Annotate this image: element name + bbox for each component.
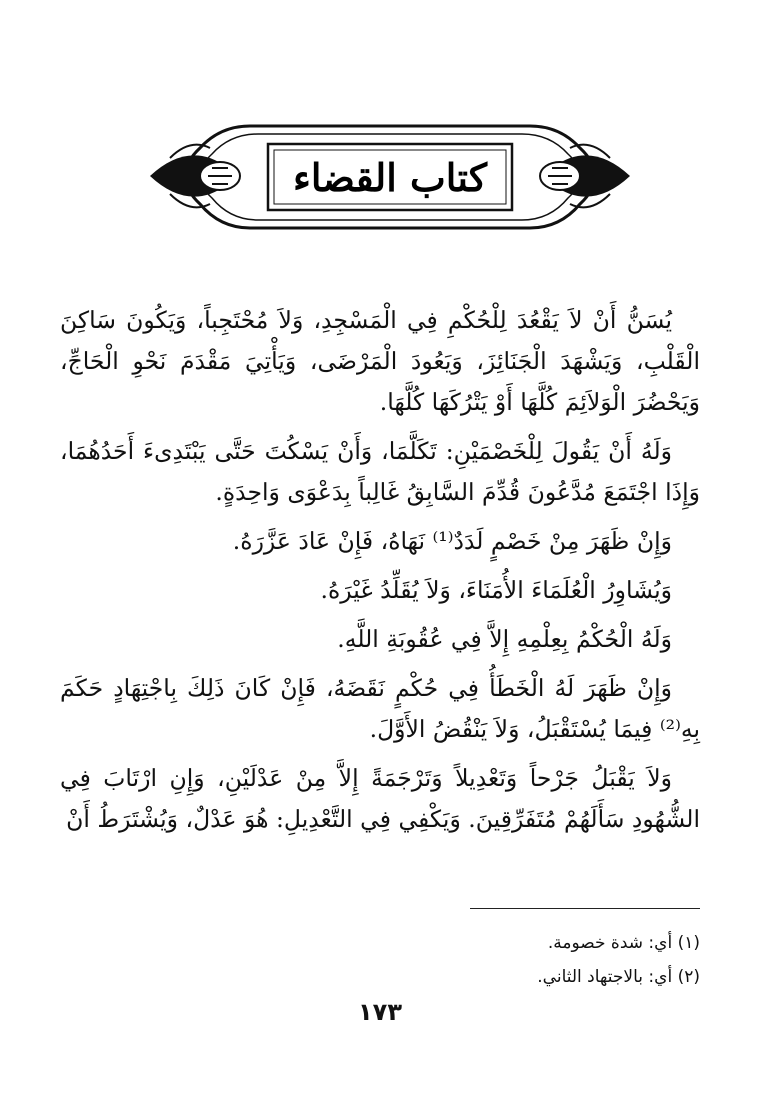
paragraph: يُسَنُّ أَنْ لاَ يَقْعُدَ لِلْحُكْمِ فِي الْمَسْجِدِ، وَلاَ مُحْتَجِباً، وَيَكُونَ سَاكِنَ الْقَلْبِ، وَيَشْهَدَ الْجَنَائِزَ، وَيَعُودَ الْمَرْضَى، وَيَأْتِيَ مَقْدَمَ نَحْوِ الْحَاجِّ، وَيَحْضُرَ الْوَلاَئِمَ كُلَّهَا أَوْ يَتْرُكَهَا كُلَّهَا. xyxy=(60,306,700,416)
main-text xyxy=(60,300,700,848)
title-ornament xyxy=(140,118,640,236)
paragraph: وَإِنْ ظَهَرَ لَهُ الْخَطَأُ فِي حُكْمٍ نَقَضَهُ، فَإِنْ كَانَ ذَلِكَ بِاجْتِهَادٍ حَكَمَ بِهِ⁽²⁾ فِيمَا يُسْتَقْبَلُ، وَلاَ يَنْقُضُ الأَوَّلَ. xyxy=(60,674,700,743)
footnote: (١) أي: شدة خصومة. xyxy=(547,933,700,953)
paragraph: وَيُشَاوِرُ الْعُلَمَاءَ الأُمَنَاءَ، وَلاَ يُقَلِّدُ غَيْرَهُ. xyxy=(320,576,672,604)
footnote-divider xyxy=(470,908,700,909)
paragraph: وَلَهُ أَنْ يَقُولَ لِلْخَصْمَيْنِ: تَكَلَّمَا، وَأَنْ يَسْكُتَ حَتَّى يَبْتَدِىءَ أَحَدُهُمَا، وَإِذَا اجْتَمَعَ مُدَّعُونَ قُدِّمَ السَّابِقُ غَالِباً بِدَعْوَى وَاحِدَةٍ. xyxy=(60,437,700,506)
chapter-title: كتاب القضاء xyxy=(293,154,487,200)
paragraph: وَلَهُ الْحُكْمُ بِعِلْمِهِ إِلاَّ فِي عُقُوبَةِ اللَّهِ. xyxy=(337,625,672,653)
page-number: ١٧٣ xyxy=(358,998,402,1026)
paragraph: وَلاَ يَقْبَلُ جَرْحاً وَتَعْدِيلاً وَتَرْجَمَةً إِلاَّ مِنْ عَدْلَيْنِ، وَإِنِ ارْتَابَ فِي الشُّهُودِ سَأَلَهُمْ مُتَفَرِّقِينَ. وَيَكْفِي فِي التَّعْدِيلِ: هُوَ عَدْلٌ، وَيُشْتَرَطُ أَنْ xyxy=(60,764,700,833)
paragraph: وَإِنْ ظَهَرَ مِنْ خَصْمٍ لَدَدٌ⁽¹⁾ نَهَاهُ، فَإِنْ عَادَ عَزَّرَهُ. xyxy=(232,527,672,555)
footnote: (٢) أي: بالاجتهاد الثاني. xyxy=(537,967,700,987)
footnotes xyxy=(300,926,700,994)
